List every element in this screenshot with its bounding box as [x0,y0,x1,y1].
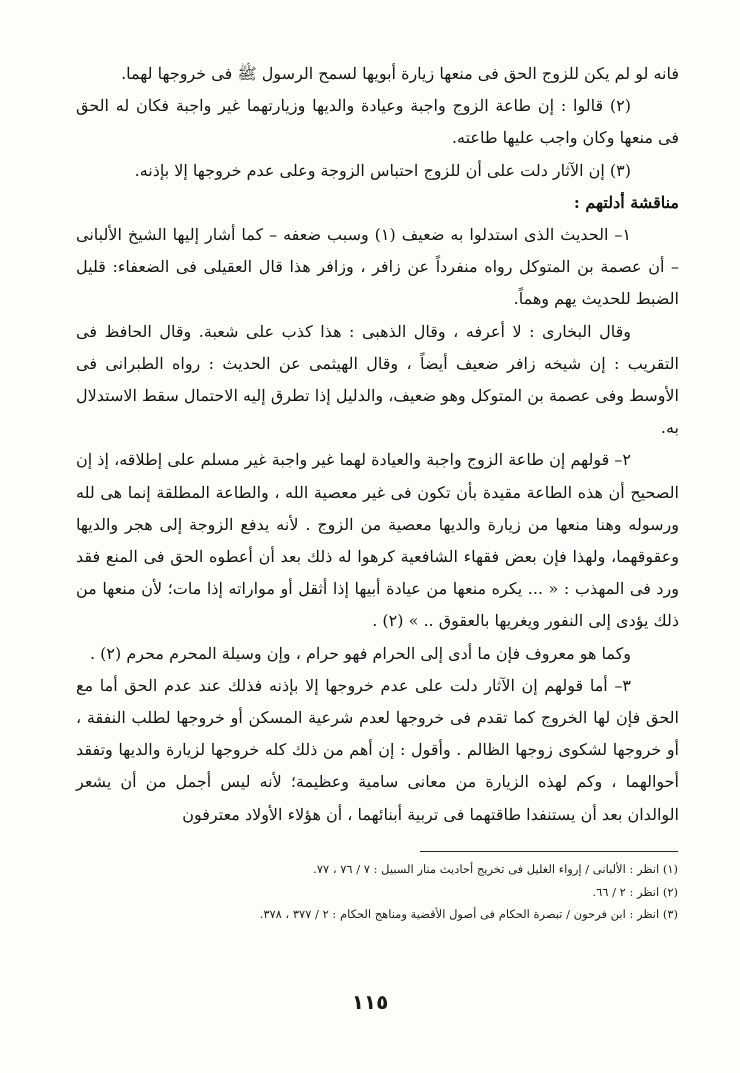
footnote-3: (٣) انظر : ابن فرحون / تبصرة الحكام فى أصول الأقضية ومناهج الحكام : ٢ / ٣٧٧ ، ٣٧٨. [259,907,678,921]
paragraph-rebuttal-2: ٢– قولهم إن طاعة الزوج واجبة والعيادة لهما غير واجبة غير مسلم على إطلاقه، إذ إن الصحيح أن هذه الطاعة مقيدة بأن تكون فى غير معصية الله ، والطاعة المطلقة إنما هى لله ورسوله وهنا منعها من زيارة والديها معصية من الزوج . لأنه يدفع الزوجة إلى هجر والديها وعقوقهما، ولهذا فإن بعض فقهاء الشافعية كرهوا له ذلك بعد أن أعطوه الحق فى المنع فقد ورد فى المهذب : « ... يكره منعها من عيادة أبيها إذا أثقل أو مواراته إذا مات؛ لأن منعها من ذلك يؤدى إلى النفور ويغريها بالعقوق .. » (٢) . [76,450,680,631]
paragraph-rebuttal-1: ١– الحديث الذى استدلوا به ضعيف (١) وسبب ضعفه – كما أشار إليها الشيخ الألبانى – أن عصمة بن المتوكل رواه منفرداً عن زافر ، وزافر هذا قال العقيلى فى الضعفاء: قليل الضبط للحديث يهم وهماً. [76,225,679,309]
footnote-1: (١) انظر : الألبانى / إرواء الغليل فى تخريج أحاديث منار السبيل : ٧ / ٧٦ ، ٧٧. [313,862,678,876]
page-number: ١١٥ [351,990,389,1014]
main-text [76,58,679,831]
paragraph-bukhari: وقال البخارى : لا أعرفه ، وقال الذهبى : هذا كذب على شعبة. وقال الحافظ فى التقريب : إن شيخه زافر ضعيف أيضاً ، وقال الهيثمى عن الحديث : رواه الطبرانى فى الأوسط وفى عصمة بن المتوكل وهو ضعيف، والدليل إذا تطرق إليه الاحتمال سقط الاستدلال به. [76,321,679,438]
footnotes [200,858,678,926]
paragraph-rebuttal-3: ٣– أما قولهم إن الآثار دلت على عدم خروجها إلا بإذنه فذلك عند عدم الحق أما مع الحق فإن لها الخروج كما تقدم فى خروجها لعدم شرعية المسكن أو خروجها لطلب النفقة ، أو خروجها لشكوى زوجها الظالم . وأقول : إن أهم من ذلك كله خروجها لزيارة والديها وتفقد أحوالهما ، وكم لهذه الزيارة من معانى سامية وعظيمة؛ لأنه ليس أجمل من أن يشعر الوالدان بعد أن يستنفدا طاقتهما فى تربية أبنائهما ، أن هؤلاء الأولاد معترفون [76,675,679,824]
footnote-separator [420,851,678,852]
footnote-2: (٢) انظر : ٢ / ٦٦. [592,884,678,899]
paragraph-argument-2: (٢) قالوا : إن طاعة الزوج واجبة وعيادة والديها وزيارتهما غير واجبة فكان له الحق فى منعها وكان واجب عليها طاعته. [76,96,679,148]
paragraph-continuation: فانه لو لم يكن للزوج الحق فى منعها زيارة أبويها لسمح الرسول ﷺ فى خروجها لهما. [121,64,679,83]
paragraph-forbidden-means: وكما هو معروف فإن ما أدى إلى الحرام فهو حرام ، وإن وسيلة المحرم محرم (٢) . [90,643,631,663]
section-heading: مناقشة أدلتهم : [573,192,679,212]
paragraph-argument-3: (٣) إن الآثار دلت على أن للزوج احتباس الزوجة وعلى عدم خروجها إلا بإذنه. [134,160,631,180]
